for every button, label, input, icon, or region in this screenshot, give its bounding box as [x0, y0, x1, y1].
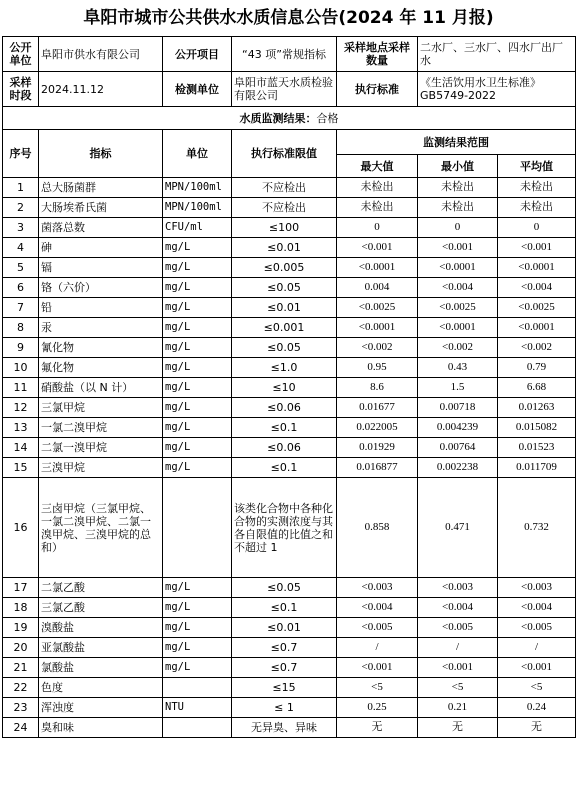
row-no: 12 — [3, 398, 39, 418]
row-no: 16 — [3, 478, 39, 578]
row-unit: MPN/100ml — [163, 178, 232, 198]
row-no: 5 — [3, 258, 39, 278]
water-quality-table — [2, 36, 576, 738]
pub-unit-label: 公开单位 — [3, 37, 39, 72]
row-min: <5 — [418, 678, 498, 698]
row-indicator: 菌落总数 — [39, 218, 163, 238]
row-indicator: 三氯甲烷 — [39, 398, 163, 418]
row-max: 8.6 — [337, 378, 418, 398]
row-no: 19 — [3, 618, 39, 638]
row-min: 未检出 — [418, 178, 498, 198]
table-row — [3, 698, 576, 718]
table-row — [3, 678, 576, 698]
col-limit: 执行标准限值 — [232, 130, 337, 178]
row-limit: ≤0.7 — [232, 658, 337, 678]
row-limit: ≤1.0 — [232, 358, 337, 378]
table-row — [3, 578, 576, 598]
row-avg: <0.004 — [498, 598, 576, 618]
row-max: 0.004 — [337, 278, 418, 298]
row-limit: ≤100 — [232, 218, 337, 238]
row-max: 0.022005 — [337, 418, 418, 438]
row-max: 0 — [337, 218, 418, 238]
row-avg: <0.0001 — [498, 258, 576, 278]
row-unit: mg/L — [163, 658, 232, 678]
row-limit: ≤0.1 — [232, 458, 337, 478]
row-no: 21 — [3, 658, 39, 678]
table-row — [3, 378, 576, 398]
row-limit: ≤0.01 — [232, 238, 337, 258]
row-limit: 该类化合物中各种化合物的实测浓度与其各自限值的比值之和不超过 1 — [232, 478, 337, 578]
row-indicator: 浑浊度 — [39, 698, 163, 718]
row-limit: ≤0.06 — [232, 438, 337, 458]
row-min: 0.004239 — [418, 418, 498, 438]
row-avg: 0.01263 — [498, 398, 576, 418]
row-indicator: 二氯乙酸 — [39, 578, 163, 598]
row-limit: ≤0.005 — [232, 258, 337, 278]
row-unit: mg/L — [163, 598, 232, 618]
row-indicator: 铬（六价） — [39, 278, 163, 298]
row-no: 18 — [3, 598, 39, 618]
row-indicator: 铅 — [39, 298, 163, 318]
row-max: <5 — [337, 678, 418, 698]
sample-loc-value: 二水厂、三水厂、四水厂出厂水 — [418, 37, 576, 72]
row-avg: 0.01523 — [498, 438, 576, 458]
row-limit: ≤0.1 — [232, 598, 337, 618]
pub-item-value: “43 项”常规指标 — [232, 37, 337, 72]
test-unit-value: 阜阳市蓝天水质检验有限公司 — [232, 72, 337, 107]
row-max: <0.0001 — [337, 318, 418, 338]
row-indicator: 镉 — [39, 258, 163, 278]
row-avg: 0 — [498, 218, 576, 238]
row-max: <0.0001 — [337, 258, 418, 278]
row-unit: MPN/100ml — [163, 198, 232, 218]
row-min: <0.004 — [418, 278, 498, 298]
sample-time-label: 采样时段 — [3, 72, 39, 107]
row-min: <0.001 — [418, 658, 498, 678]
row-no: 20 — [3, 638, 39, 658]
row-unit: mg/L — [163, 318, 232, 338]
sample-time-value: 2024.11.12 — [39, 72, 163, 107]
row-max: <0.004 — [337, 598, 418, 618]
row-indicator: 亚氯酸盐 — [39, 638, 163, 658]
row-max: <0.001 — [337, 238, 418, 258]
row-unit: mg/L — [163, 618, 232, 638]
table-body — [3, 178, 576, 738]
col-no: 序号 — [3, 130, 39, 178]
row-avg: <0.002 — [498, 338, 576, 358]
col-max: 最大值 — [337, 155, 418, 178]
row-unit: mg/L — [163, 258, 232, 278]
standard-value: 《生活饮用水卫生标准》GB5749-2022 — [418, 72, 576, 107]
row-no: 22 — [3, 678, 39, 698]
row-min: 0.21 — [418, 698, 498, 718]
row-max: 0.858 — [337, 478, 418, 578]
row-max: 0.95 — [337, 358, 418, 378]
row-avg: 0.011709 — [498, 458, 576, 478]
sample-loc-label: 采样地点采样数量 — [337, 37, 418, 72]
row-avg: 0.015082 — [498, 418, 576, 438]
row-unit: mg/L — [163, 578, 232, 598]
row-no: 17 — [3, 578, 39, 598]
col-indicator: 指标 — [39, 130, 163, 178]
row-indicator: 氟化物 — [39, 358, 163, 378]
row-unit: mg/L — [163, 378, 232, 398]
row-indicator: 砷 — [39, 238, 163, 258]
table-row — [3, 198, 576, 218]
table-row — [3, 598, 576, 618]
row-limit: ≤0.01 — [232, 618, 337, 638]
row-avg: 0.732 — [498, 478, 576, 578]
row-limit: ≤0.1 — [232, 418, 337, 438]
row-unit: mg/L — [163, 358, 232, 378]
row-min: <0.0001 — [418, 258, 498, 278]
result-value: 合格 — [316, 111, 339, 125]
test-unit-label: 检测单位 — [163, 72, 232, 107]
header-row-1 — [3, 37, 576, 72]
row-unit: mg/L — [163, 298, 232, 318]
row-indicator: 总大肠菌群 — [39, 178, 163, 198]
table-row — [3, 438, 576, 458]
row-unit: CFU/ml — [163, 218, 232, 238]
row-max: 未检出 — [337, 178, 418, 198]
table-row — [3, 298, 576, 318]
row-max: 未检出 — [337, 198, 418, 218]
row-limit: ≤15 — [232, 678, 337, 698]
row-min: / — [418, 638, 498, 658]
row-no: 8 — [3, 318, 39, 338]
row-unit: mg/L — [163, 438, 232, 458]
row-avg: <0.0001 — [498, 318, 576, 338]
table-row — [3, 478, 576, 578]
row-limit: ≤0.05 — [232, 578, 337, 598]
row-no: 15 — [3, 458, 39, 478]
row-indicator: 大肠埃希氏菌 — [39, 198, 163, 218]
table-row — [3, 178, 576, 198]
header-row-2 — [3, 72, 576, 107]
row-max: 0.016877 — [337, 458, 418, 478]
row-avg: 无 — [498, 718, 576, 738]
row-unit: mg/L — [163, 418, 232, 438]
row-avg: <0.001 — [498, 238, 576, 258]
row-no: 13 — [3, 418, 39, 438]
table-row — [3, 338, 576, 358]
row-limit: 不应检出 — [232, 178, 337, 198]
table-row — [3, 238, 576, 258]
row-limit: ≤0.01 — [232, 298, 337, 318]
row-max: 0.01929 — [337, 438, 418, 458]
row-min: <0.001 — [418, 238, 498, 258]
row-limit: ≤10 — [232, 378, 337, 398]
row-avg: <0.003 — [498, 578, 576, 598]
row-indicator: 二氯一溴甲烷 — [39, 438, 163, 458]
row-indicator: 一氯二溴甲烷 — [39, 418, 163, 438]
row-limit: ≤0.001 — [232, 318, 337, 338]
row-max: 0.01677 — [337, 398, 418, 418]
col-unit: 单位 — [163, 130, 232, 178]
row-indicator: 氰化物 — [39, 338, 163, 358]
row-limit: 无异臭、异味 — [232, 718, 337, 738]
row-unit — [163, 478, 232, 578]
row-no: 2 — [3, 198, 39, 218]
row-unit: NTU — [163, 698, 232, 718]
row-unit: mg/L — [163, 638, 232, 658]
row-avg: / — [498, 638, 576, 658]
table-row — [3, 638, 576, 658]
pub-unit-value: 阜阳市供水有限公司 — [39, 37, 163, 72]
row-no: 7 — [3, 298, 39, 318]
row-unit: mg/L — [163, 238, 232, 258]
row-min: <0.004 — [418, 598, 498, 618]
standard-label: 执行标准 — [337, 72, 418, 107]
row-min: 未检出 — [418, 198, 498, 218]
row-unit: mg/L — [163, 458, 232, 478]
row-min: 无 — [418, 718, 498, 738]
row-min: 1.5 — [418, 378, 498, 398]
result-cell — [3, 107, 576, 130]
row-max: <0.005 — [337, 618, 418, 638]
pub-item-label: 公开项目 — [163, 37, 232, 72]
table-row — [3, 358, 576, 378]
row-limit: ≤0.05 — [232, 338, 337, 358]
row-no: 6 — [3, 278, 39, 298]
row-unit: mg/L — [163, 338, 232, 358]
page-title: 阜阳市城市公共供水水质信息公告(2024 年 11 月报) — [83, 8, 494, 28]
row-indicator: 三氯乙酸 — [39, 598, 163, 618]
row-max: <0.001 — [337, 658, 418, 678]
row-no: 3 — [3, 218, 39, 238]
row-avg: 0.24 — [498, 698, 576, 718]
row-avg: 未检出 — [498, 198, 576, 218]
row-avg: <5 — [498, 678, 576, 698]
row-avg: 0.79 — [498, 358, 576, 378]
table-row — [3, 458, 576, 478]
row-unit: mg/L — [163, 278, 232, 298]
row-min: <0.003 — [418, 578, 498, 598]
row-no: 10 — [3, 358, 39, 378]
row-max: 0.25 — [337, 698, 418, 718]
row-indicator: 硝酸盐（以 N 计） — [39, 378, 163, 398]
row-indicator: 三溴甲烷 — [39, 458, 163, 478]
table-row — [3, 318, 576, 338]
row-unit — [163, 678, 232, 698]
table-row — [3, 258, 576, 278]
row-indicator: 三卤甲烷（三氯甲烷、一氯二溴甲烷、二氯一溴甲烷、三溴甲烷的总和） — [39, 478, 163, 578]
column-header-row — [3, 130, 576, 155]
row-avg: 6.68 — [498, 378, 576, 398]
row-min: <0.0025 — [418, 298, 498, 318]
row-unit — [163, 718, 232, 738]
row-min: 0.002238 — [418, 458, 498, 478]
row-limit: ≤0.06 — [232, 398, 337, 418]
row-min: <0.005 — [418, 618, 498, 638]
col-min: 最小值 — [418, 155, 498, 178]
row-max: <0.0025 — [337, 298, 418, 318]
table-row — [3, 618, 576, 638]
row-indicator: 溴酸盐 — [39, 618, 163, 638]
row-no: 24 — [3, 718, 39, 738]
row-limit: ≤ 1 — [232, 698, 337, 718]
table-row — [3, 658, 576, 678]
row-no: 9 — [3, 338, 39, 358]
row-min: <0.0001 — [418, 318, 498, 338]
row-indicator: 色度 — [39, 678, 163, 698]
table-row — [3, 398, 576, 418]
row-max: <0.003 — [337, 578, 418, 598]
row-limit: 不应检出 — [232, 198, 337, 218]
row-avg: <0.001 — [498, 658, 576, 678]
row-avg: 未检出 — [498, 178, 576, 198]
result-row — [3, 107, 576, 130]
row-indicator: 汞 — [39, 318, 163, 338]
row-max: <0.002 — [337, 338, 418, 358]
row-min: 0.471 — [418, 478, 498, 578]
row-avg: <0.004 — [498, 278, 576, 298]
row-max: / — [337, 638, 418, 658]
row-indicator: 氯酸盐 — [39, 658, 163, 678]
row-avg: <0.0025 — [498, 298, 576, 318]
row-no: 4 — [3, 238, 39, 258]
table-row — [3, 418, 576, 438]
table-row — [3, 718, 576, 738]
row-min: 0.00764 — [418, 438, 498, 458]
table-row — [3, 218, 576, 238]
row-min: <0.002 — [418, 338, 498, 358]
row-limit: ≤0.7 — [232, 638, 337, 658]
row-unit: mg/L — [163, 398, 232, 418]
row-no: 23 — [3, 698, 39, 718]
col-range: 监测结果范围 — [337, 130, 576, 155]
row-indicator: 臭和味 — [39, 718, 163, 738]
row-no: 14 — [3, 438, 39, 458]
col-avg: 平均值 — [498, 155, 576, 178]
row-no: 1 — [3, 178, 39, 198]
row-min: 0.00718 — [418, 398, 498, 418]
row-limit: ≤0.05 — [232, 278, 337, 298]
row-min: 0.43 — [418, 358, 498, 378]
row-avg: <0.005 — [498, 618, 576, 638]
table-row — [3, 278, 576, 298]
row-max: 无 — [337, 718, 418, 738]
row-min: 0 — [418, 218, 498, 238]
row-no: 11 — [3, 378, 39, 398]
result-label: 水质监测结果： — [239, 111, 317, 125]
